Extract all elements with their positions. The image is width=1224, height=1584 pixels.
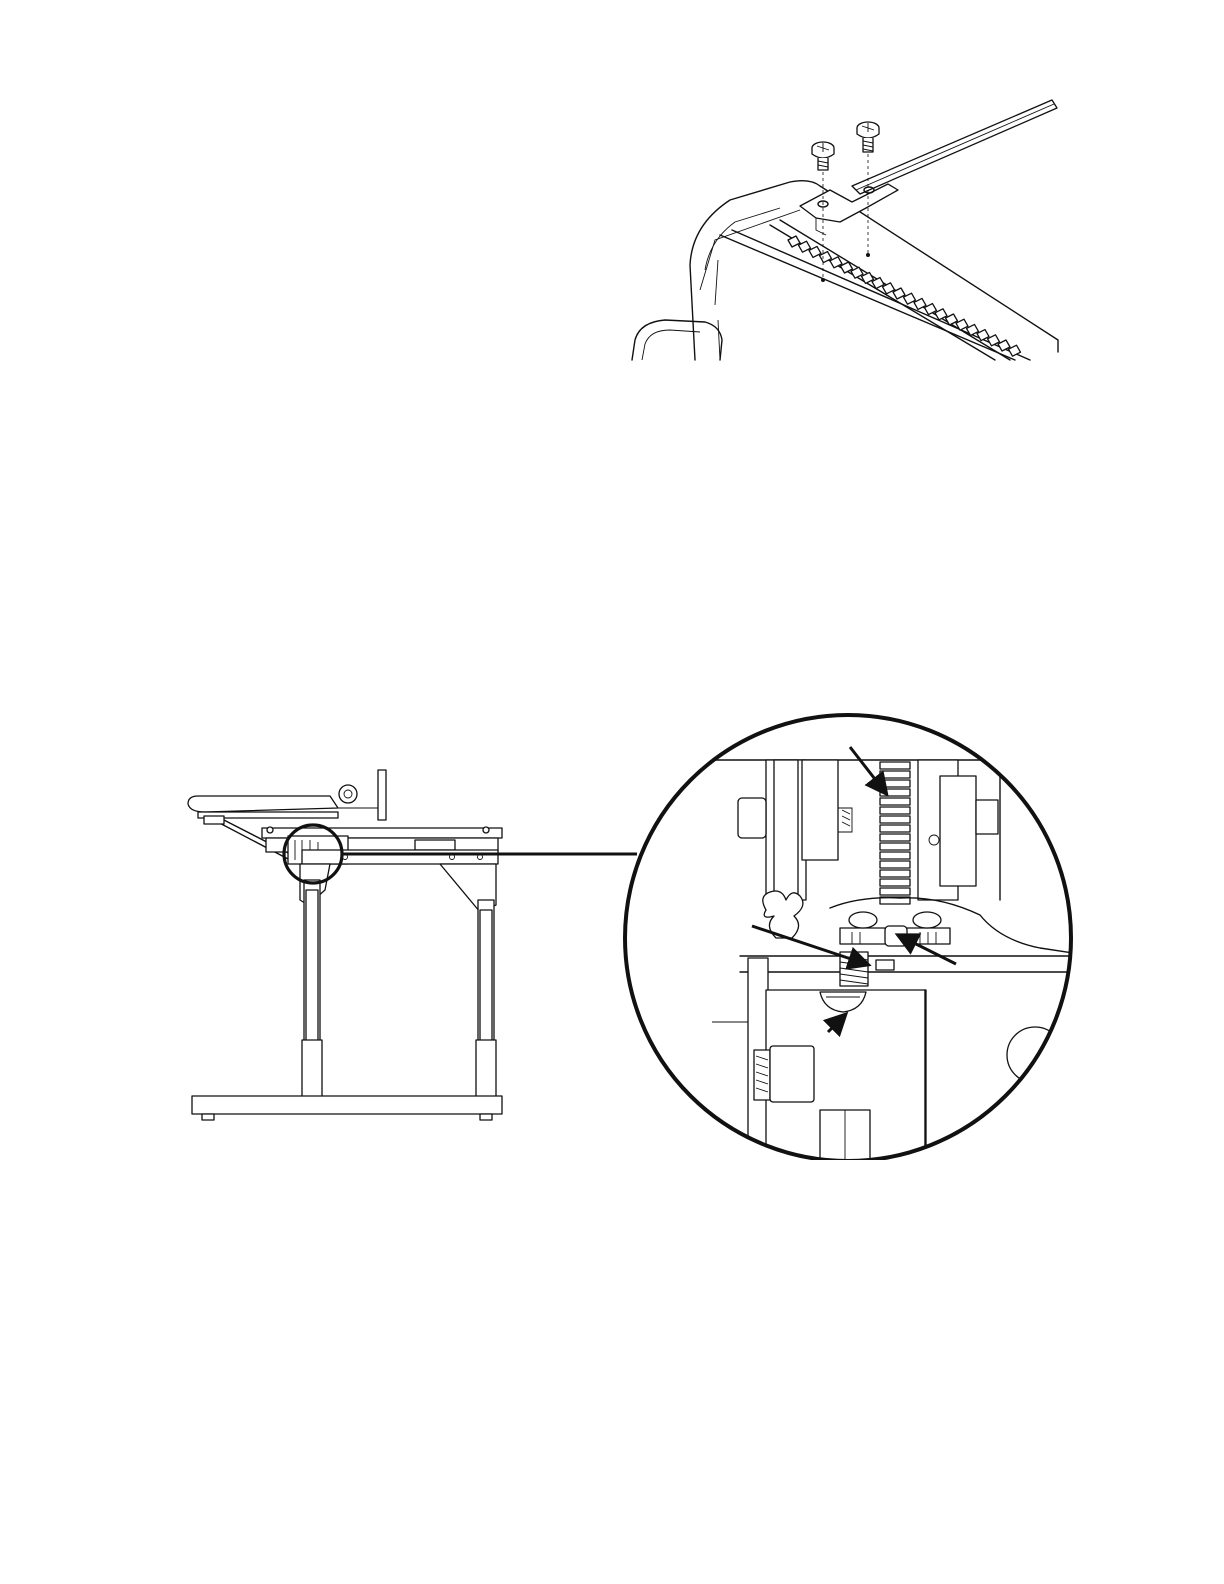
gear-tooth: [880, 870, 910, 877]
gear-tooth: [880, 807, 910, 814]
screw-left: [812, 142, 834, 170]
gear-tooth: [880, 816, 910, 823]
gear-tooth: [880, 861, 910, 868]
rail-diagram: [620, 90, 1070, 380]
gear-tooth: [880, 834, 910, 841]
screw-right: [857, 122, 879, 152]
gear-tooth: [880, 771, 910, 778]
gear-tooth: [880, 780, 910, 787]
gear-tooth: [880, 888, 910, 895]
bracket-clip: [885, 926, 907, 946]
table-diagram: [180, 700, 1080, 1160]
gear-tooth: [880, 798, 910, 805]
gear-tooth: [880, 852, 910, 859]
side-bolt-head: [738, 798, 766, 838]
table-side-view: [188, 770, 637, 1120]
gear-tooth: [880, 843, 910, 850]
base-foot: [192, 1096, 502, 1114]
gear-teeth: [880, 762, 910, 904]
arm-upright: [378, 770, 386, 820]
gear-tooth: [880, 825, 910, 832]
detail-magnifier: [620, 715, 1080, 1160]
bracket-screw-installation-figure: [620, 90, 1070, 380]
arm-knob: [339, 785, 357, 803]
gear-tooth: [880, 879, 910, 886]
frame-top-rail: [302, 850, 498, 864]
arm-surface: [188, 796, 338, 812]
gear-tooth: [880, 762, 910, 769]
carriage-housing: [690, 181, 1058, 360]
table-side-view-figure: [180, 700, 1080, 1160]
hex-nut: [770, 1046, 814, 1102]
bracket: [800, 184, 898, 222]
gear-rack: [788, 236, 1021, 356]
housing-outline: [632, 320, 722, 360]
